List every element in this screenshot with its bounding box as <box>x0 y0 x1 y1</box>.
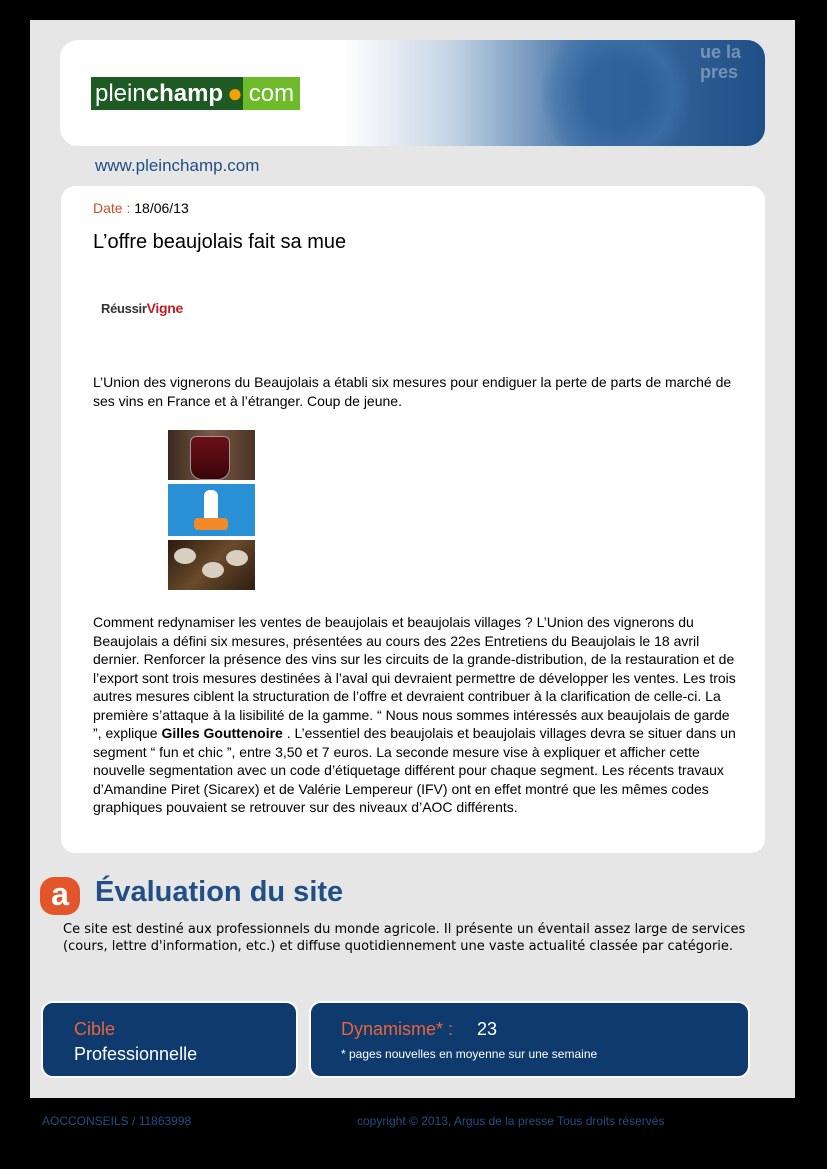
date-value: 18/06/13 <box>134 200 189 216</box>
argus-a-icon: a <box>40 877 80 915</box>
plate-icon <box>174 548 196 564</box>
logo-text-com: com <box>243 77 300 110</box>
date-label: Date : <box>93 200 131 216</box>
dynamisme-label: Dynamisme* : <box>341 1019 454 1039</box>
dynamisme-note: * pages nouvelles en moyenne sur une semaine <box>341 1047 598 1061</box>
evaluation-title: Évaluation du site <box>95 876 344 908</box>
logo-text-champ: champ <box>145 80 224 107</box>
body-text-person: Gilles Gouttenoire <box>161 725 283 741</box>
bottle-base-decoration <box>194 518 228 530</box>
source-logo-part-b: Vigne <box>146 300 183 316</box>
plate-icon <box>202 562 224 578</box>
article-date <box>93 200 189 216</box>
article-lead: L’Union des vignerons du Beaujolais a établi six mesures pour endiguer la perte de parts de marché de ses vins en France et à l’étranger. Coup de jeune. <box>93 374 732 409</box>
source-logo-reussir-vigne <box>101 300 183 316</box>
body-text-part1: Comment redynamiser les ventes de beaujolais et beaujolais villages ? L’Union des vignerons du Beaujolais a défini six mesures, présentées au cours des 22es Entretiens du Beaujolais le 18 avril dernier. Renforcer la présence des vins sur les circuits de la grande-distribution, de la restauration et de l’export sont trois mesures destinées à l’aval qui devraient permettre de développer les ventes. Les trois autres mesures ciblent la structuration de l’offre et devraient contribuer à la clarification de celle-ci. La première s’attaque à la lisibilité de la gamme. “ Nous nous sommes intéressés aux beaujolais de garde ”, explique <box>93 614 736 741</box>
article-photo <box>168 430 255 590</box>
source-logo-part-a: Réussir <box>101 301 147 316</box>
article-body-paragraph <box>93 613 739 817</box>
pleinchamp-logo[interactable] <box>91 77 300 110</box>
cible-label: Cible <box>74 1019 116 1039</box>
photo-bottle <box>168 484 255 536</box>
dynamisme-box <box>309 1001 750 1078</box>
dynamisme-value: 23 <box>477 1019 498 1039</box>
site-url-link[interactable]: www.pleinchamp.com <box>95 156 260 175</box>
logo-part-plein-champ <box>91 77 227 110</box>
photo-wine-glass <box>168 430 255 480</box>
plate-icon <box>226 550 248 566</box>
footer-reference: AOCCONSEILS / 11863998 <box>42 1114 192 1128</box>
wine-glass-icon <box>190 436 230 480</box>
cible-box <box>41 1001 298 1078</box>
cible-value: Professionnelle <box>74 1044 198 1064</box>
logo-text-plein: plein <box>95 80 146 107</box>
evaluation-description: Ce site est destiné aux professionnels du monde agricole. Il présente un éventail assez large de services (cours, lettre d'information, etc.) et diffuse quotidiennement une vaste actualité classée par catégorie. <box>63 922 746 954</box>
footer-copyright: copyright © 2013, Argus de la presse Tous droits réservés <box>357 1114 665 1128</box>
article-body <box>93 613 739 817</box>
article-title: L’offre beaujolais fait sa mue <box>93 231 347 253</box>
banner-ring-decoration <box>540 40 690 146</box>
photo-tasting <box>168 540 255 590</box>
logo-dot-icon: ● <box>227 78 243 108</box>
body-text-part2: . L’essentiel des beaujolais et beaujolais villages devra se situer dans un segment “ fun et chic ”, entre 3,50 et 7 euros. La seconde mesure vise à expliquer et afficher cette nouvelle segmentation avec un code d’étiquetage différent pour chaque segment. Les récents travaux d’Amandine Piret (Sicarex) et de Valérie Lempereur (IFV) ont en effet montré que les mêmes codes graphiques pouvaient se retrouver sur des niveaux d’AOC différents. <box>93 725 736 815</box>
banner-ghost-text: ue la pres <box>700 42 742 82</box>
